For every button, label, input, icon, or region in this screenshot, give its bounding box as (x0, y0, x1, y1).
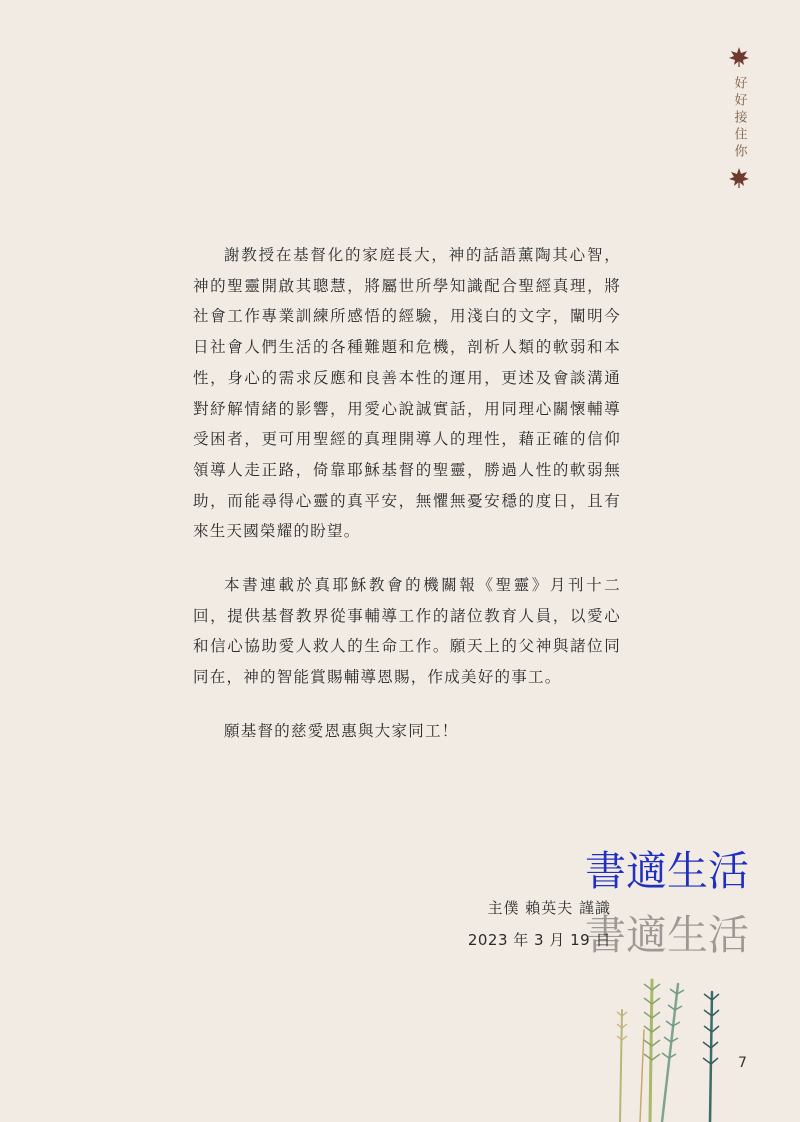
signature-name: 主僕 賴英夫 謹識 (487, 899, 611, 917)
page-number: 7 (738, 1055, 747, 1071)
plant-illustration (600, 970, 730, 1122)
paragraph: 本書連載於真耶穌教會的機關報《聖靈》月刊十二回，提供基督教界從事輔導工作的諸位教育人員，以愛心和信心協助愛人救人的生命工作。願天上的父神與諸位同同在，神的智能賞賜輔導恩賜，作成美好的事工。 (193, 576, 621, 687)
maple-leaf-icon (728, 46, 750, 68)
running-header (723, 46, 755, 189)
publisher-logo: 書適生活 (585, 847, 749, 895)
maple-leaf-icon (728, 167, 750, 189)
paragraph: 謝教授在基督化的家庭長大，神的話語薰陶其心智，神的聖靈開啟其聰慧，將屬世所學知識配合聖經真理，將社會工作專業訓練所感悟的經驗，用淺白的文字，闡明今日社會人們生活的各種難題和危機，剖析人類的軟弱和本性，身心的需求反應和良善本性的運用，更述及會談溝通對紓解情緒的影響，用愛心說誠實話，用同理心關懷輔導受困者，更可用聖經的真理開導人的理性，藉正確的信仰領導人走正路，倚靠耶穌基督的聖靈，勝過人性的軟弱無助，而能尋得心靈的真平安，無懼無憂安穩的度日，且有來生天國榮耀的盼望。 (193, 246, 621, 541)
running-header-text: 好好接住你 (731, 76, 747, 161)
body-text (193, 240, 621, 770)
signature-date: 2023 年 3 月 19 日 (467, 931, 611, 949)
paragraph: 願基督的慈愛恩惠與大家同工！ (224, 721, 459, 740)
publisher-logo-watermark: 書適生活 (585, 911, 749, 959)
